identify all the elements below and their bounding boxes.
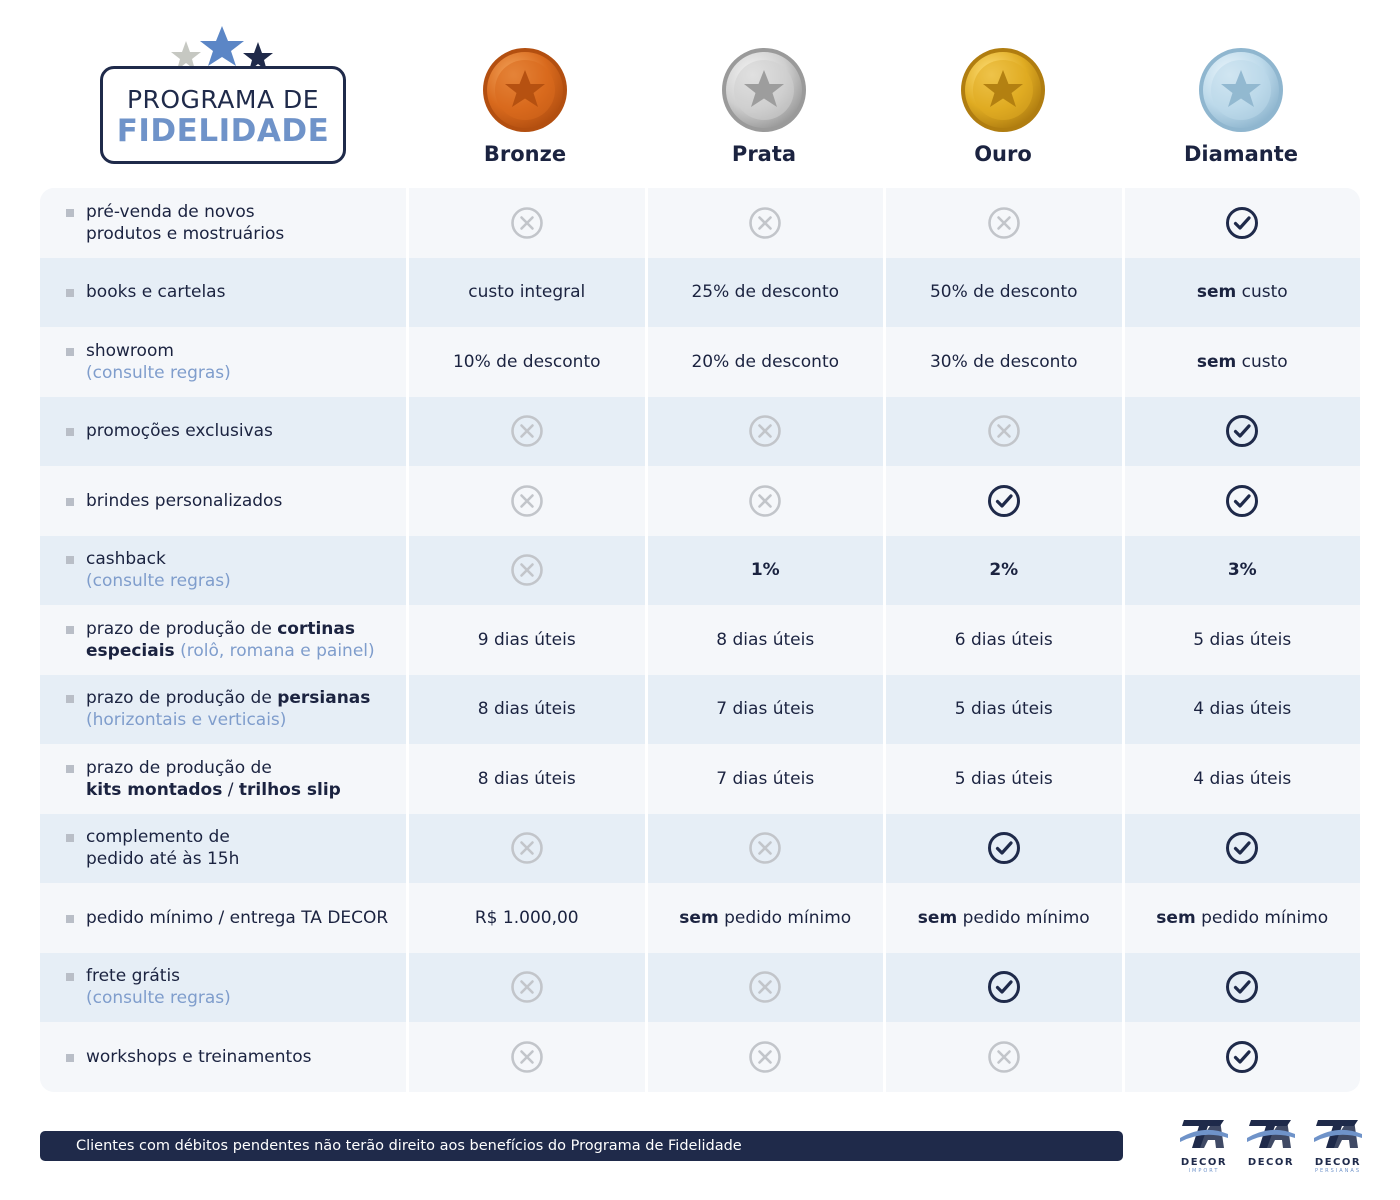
benefit-label-text: complemento de pedido até às 15h bbox=[86, 827, 240, 870]
table-row bbox=[40, 605, 1360, 675]
benefit-label-text: promoções exclusivas bbox=[86, 421, 273, 442]
benefit-value-text: R$ 1.000,00 bbox=[474, 907, 579, 928]
logo-title-line2: FIDELIDADE bbox=[116, 113, 330, 149]
brand-name: DECOR bbox=[1180, 1157, 1228, 1168]
benefit-value-text: 30% de desconto bbox=[929, 351, 1078, 372]
benefit-value-text: 6 dias úteis bbox=[954, 629, 1053, 650]
gold-medal-icon bbox=[959, 46, 1047, 134]
benefit-value-prata bbox=[645, 953, 884, 1023]
benefit-label-text: pedido mínimo / entrega TA DECOR bbox=[86, 907, 389, 928]
benefit-label bbox=[40, 258, 406, 328]
benefit-value-prata bbox=[645, 1022, 884, 1092]
brand-logo-3 bbox=[1310, 1114, 1366, 1178]
included-check-icon bbox=[1225, 831, 1259, 865]
benefit-value-prata bbox=[645, 605, 884, 675]
benefit-value-diamante bbox=[1122, 675, 1361, 745]
tier-name: Prata bbox=[731, 142, 797, 166]
benefit-value-bronze bbox=[406, 1022, 645, 1092]
benefit-label-text: showroom (consulte regras) bbox=[86, 340, 231, 383]
benefit-value-ouro bbox=[883, 327, 1122, 397]
included-check-icon bbox=[1225, 206, 1259, 240]
ta-logo-icon bbox=[1314, 1114, 1362, 1150]
not-included-icon bbox=[748, 831, 782, 865]
table-row bbox=[40, 466, 1360, 536]
bullet-icon bbox=[66, 556, 74, 564]
benefit-value-text: sem custo bbox=[1196, 351, 1288, 372]
benefit-value-diamante bbox=[1122, 605, 1361, 675]
benefit-label bbox=[40, 327, 406, 397]
tier-ouro bbox=[883, 46, 1123, 166]
benefit-label bbox=[40, 814, 406, 884]
not-included-icon bbox=[510, 831, 544, 865]
included-check-icon bbox=[987, 831, 1021, 865]
benefit-value-text: 8 dias úteis bbox=[477, 768, 576, 789]
benefit-value-bronze bbox=[406, 258, 645, 328]
benefit-value-text: 7 dias úteis bbox=[716, 699, 815, 720]
tier-name: Diamante bbox=[1183, 142, 1299, 166]
benefit-label bbox=[40, 466, 406, 536]
benefit-value-bronze bbox=[406, 466, 645, 536]
not-included-icon bbox=[510, 414, 544, 448]
benefit-value-bronze bbox=[406, 605, 645, 675]
brand-logos bbox=[1176, 1114, 1366, 1178]
benefit-value-ouro bbox=[883, 466, 1122, 536]
tier-prata bbox=[644, 46, 884, 166]
bullet-icon bbox=[66, 695, 74, 703]
brand-sub: IMPORT bbox=[1188, 1168, 1220, 1174]
benefit-value-text: 8 dias úteis bbox=[477, 699, 576, 720]
benefit-value-text: 10% de desconto bbox=[452, 351, 601, 372]
benefit-value-diamante bbox=[1122, 953, 1361, 1023]
benefit-value-text: 4 dias úteis bbox=[1193, 699, 1292, 720]
benefit-value-ouro bbox=[883, 814, 1122, 884]
benefit-value-prata bbox=[645, 258, 884, 328]
included-check-icon bbox=[1225, 970, 1259, 1004]
benefit-value-prata bbox=[645, 188, 884, 258]
bullet-icon bbox=[66, 973, 74, 981]
benefit-value-bronze bbox=[406, 883, 645, 953]
not-included-icon bbox=[748, 1040, 782, 1074]
benefit-label-text: prazo de produção de persianas (horizontais e verticais) bbox=[86, 688, 371, 731]
benefit-value-diamante bbox=[1122, 744, 1361, 814]
benefit-value-bronze bbox=[406, 397, 645, 467]
benefit-value-prata bbox=[645, 466, 884, 536]
bullet-icon bbox=[66, 289, 74, 297]
benefit-value-text: sem pedido mínimo bbox=[917, 907, 1090, 928]
benefit-value-text: 2% bbox=[989, 560, 1019, 581]
not-included-icon bbox=[748, 970, 782, 1004]
program-logo bbox=[100, 24, 348, 166]
benefit-label bbox=[40, 744, 406, 814]
not-included-icon bbox=[987, 414, 1021, 448]
benefit-label-text: frete grátis (consulte regras) bbox=[86, 966, 231, 1009]
benefit-value-prata bbox=[645, 883, 884, 953]
benefit-value-prata bbox=[645, 814, 884, 884]
not-included-icon bbox=[510, 206, 544, 240]
benefit-label bbox=[40, 675, 406, 745]
included-check-icon bbox=[1225, 1040, 1259, 1074]
benefit-value-diamante bbox=[1122, 466, 1361, 536]
included-check-icon bbox=[1225, 484, 1259, 518]
benefit-value-prata bbox=[645, 327, 884, 397]
logo-title-line1: PROGRAMA DE bbox=[126, 85, 320, 114]
benefit-value-prata bbox=[645, 397, 884, 467]
benefit-value-text: 20% de desconto bbox=[691, 351, 840, 372]
not-included-icon bbox=[510, 553, 544, 587]
benefit-value-diamante bbox=[1122, 188, 1361, 258]
included-check-icon bbox=[987, 484, 1021, 518]
logo-frame bbox=[100, 66, 346, 164]
benefit-label-text: pré-venda de novos produtos e mostruários bbox=[86, 201, 285, 244]
benefit-value-diamante bbox=[1122, 814, 1361, 884]
benefit-value-bronze bbox=[406, 327, 645, 397]
benefit-label bbox=[40, 605, 406, 675]
benefit-label bbox=[40, 397, 406, 467]
benefit-value-bronze bbox=[406, 536, 645, 606]
table-row bbox=[40, 1022, 1360, 1092]
benefit-label bbox=[40, 1022, 406, 1092]
benefit-label bbox=[40, 536, 406, 606]
ta-logo-icon bbox=[1247, 1114, 1295, 1150]
benefit-value-bronze bbox=[406, 744, 645, 814]
benefit-value-text: 8 dias úteis bbox=[716, 629, 815, 650]
not-included-icon bbox=[748, 206, 782, 240]
benefit-value-text: 5 dias úteis bbox=[954, 768, 1053, 789]
benefit-value-ouro bbox=[883, 605, 1122, 675]
benefit-value-text: 9 dias úteis bbox=[477, 629, 576, 650]
benefit-label-text: workshops e treinamentos bbox=[86, 1046, 312, 1067]
bullet-icon bbox=[66, 209, 74, 217]
benefit-value-ouro bbox=[883, 536, 1122, 606]
benefit-value-ouro bbox=[883, 675, 1122, 745]
table-row bbox=[40, 258, 1360, 328]
benefit-value-prata bbox=[645, 744, 884, 814]
table-row bbox=[40, 953, 1360, 1023]
benefit-label bbox=[40, 883, 406, 953]
benefit-value-prata bbox=[645, 675, 884, 745]
brand-name: DECOR bbox=[1247, 1157, 1295, 1168]
brand-sub: PERSIANAS bbox=[1314, 1168, 1362, 1174]
ta-logo-icon bbox=[1180, 1114, 1228, 1150]
benefit-value-diamante bbox=[1122, 536, 1361, 606]
benefit-value-ouro bbox=[883, 1022, 1122, 1092]
bronze-medal-icon bbox=[481, 46, 569, 134]
benefit-value-diamante bbox=[1122, 883, 1361, 953]
notice-text: Clientes com débitos pendentes não terão direito aos benefícios do Programa de Fidelidade bbox=[76, 1138, 742, 1154]
not-included-icon bbox=[510, 1040, 544, 1074]
table-row bbox=[40, 883, 1360, 953]
table-row bbox=[40, 536, 1360, 606]
brand-logo-1 bbox=[1176, 1114, 1232, 1178]
table-row bbox=[40, 327, 1360, 397]
benefit-value-ouro bbox=[883, 953, 1122, 1023]
benefit-value-ouro bbox=[883, 744, 1122, 814]
benefit-value-text: 50% de desconto bbox=[929, 282, 1078, 303]
benefit-label-text: brindes personalizados bbox=[86, 490, 283, 511]
benefit-value-text: 3% bbox=[1227, 560, 1257, 581]
benefit-value-text: sem pedido mínimo bbox=[1156, 907, 1329, 928]
bullet-icon bbox=[66, 834, 74, 842]
benefit-label-text: prazo de produção de cortinas especiais (rolô, romana e painel) bbox=[86, 618, 375, 661]
benefits-table bbox=[40, 188, 1360, 1092]
benefit-value-text: 7 dias úteis bbox=[716, 768, 815, 789]
benefit-value-text: 5 dias úteis bbox=[954, 699, 1053, 720]
benefit-label bbox=[40, 188, 406, 258]
benefit-label-text: books e cartelas bbox=[86, 282, 226, 303]
benefit-value-text: sem custo bbox=[1196, 282, 1288, 303]
not-included-icon bbox=[748, 414, 782, 448]
silver-medal-icon bbox=[720, 46, 808, 134]
benefit-value-text: 25% de desconto bbox=[691, 282, 840, 303]
benefit-value-text: 1% bbox=[750, 560, 780, 581]
benefit-value-bronze bbox=[406, 675, 645, 745]
benefit-value-ouro bbox=[883, 397, 1122, 467]
diamond-medal-icon bbox=[1197, 46, 1285, 134]
benefit-value-diamante bbox=[1122, 1022, 1361, 1092]
bullet-icon bbox=[66, 915, 74, 923]
benefit-value-ouro bbox=[883, 883, 1122, 953]
pending-debts-notice bbox=[40, 1131, 1123, 1161]
brand-logo-2 bbox=[1243, 1114, 1299, 1178]
brand-name: DECOR bbox=[1314, 1157, 1362, 1168]
benefit-value-text: 5 dias úteis bbox=[1193, 629, 1292, 650]
tier-bronze bbox=[405, 46, 645, 166]
benefit-value-text: custo integral bbox=[468, 282, 586, 303]
bullet-icon bbox=[66, 498, 74, 506]
not-included-icon bbox=[510, 970, 544, 1004]
bullet-icon bbox=[66, 428, 74, 436]
bullet-icon bbox=[66, 765, 74, 773]
benefit-value-ouro bbox=[883, 188, 1122, 258]
bullet-icon bbox=[66, 626, 74, 634]
not-included-icon bbox=[748, 484, 782, 518]
benefit-value-diamante bbox=[1122, 397, 1361, 467]
table-row bbox=[40, 397, 1360, 467]
benefit-value-text: 4 dias úteis bbox=[1193, 768, 1292, 789]
benefit-value-text: sem pedido mínimo bbox=[679, 907, 852, 928]
not-included-icon bbox=[987, 206, 1021, 240]
benefit-value-diamante bbox=[1122, 327, 1361, 397]
benefit-value-bronze bbox=[406, 953, 645, 1023]
not-included-icon bbox=[510, 484, 544, 518]
included-check-icon bbox=[987, 970, 1021, 1004]
benefit-value-bronze bbox=[406, 188, 645, 258]
bullet-icon bbox=[66, 348, 74, 356]
tier-name: Bronze bbox=[483, 142, 567, 166]
benefit-value-bronze bbox=[406, 814, 645, 884]
tier-diamante bbox=[1121, 46, 1361, 166]
not-included-icon bbox=[987, 1040, 1021, 1074]
benefit-value-ouro bbox=[883, 258, 1122, 328]
table-row bbox=[40, 675, 1360, 745]
bullet-icon bbox=[66, 1054, 74, 1062]
table-row bbox=[40, 814, 1360, 884]
benefit-value-diamante bbox=[1122, 258, 1361, 328]
table-row bbox=[40, 744, 1360, 814]
benefit-value-prata bbox=[645, 536, 884, 606]
tier-name: Ouro bbox=[974, 142, 1032, 166]
benefit-label bbox=[40, 953, 406, 1023]
benefit-label-text: cashback (consulte regras) bbox=[86, 549, 231, 592]
benefit-label-text: prazo de produção de kits montados / trilhos slip bbox=[86, 757, 341, 800]
table-row bbox=[40, 188, 1360, 258]
included-check-icon bbox=[1225, 414, 1259, 448]
